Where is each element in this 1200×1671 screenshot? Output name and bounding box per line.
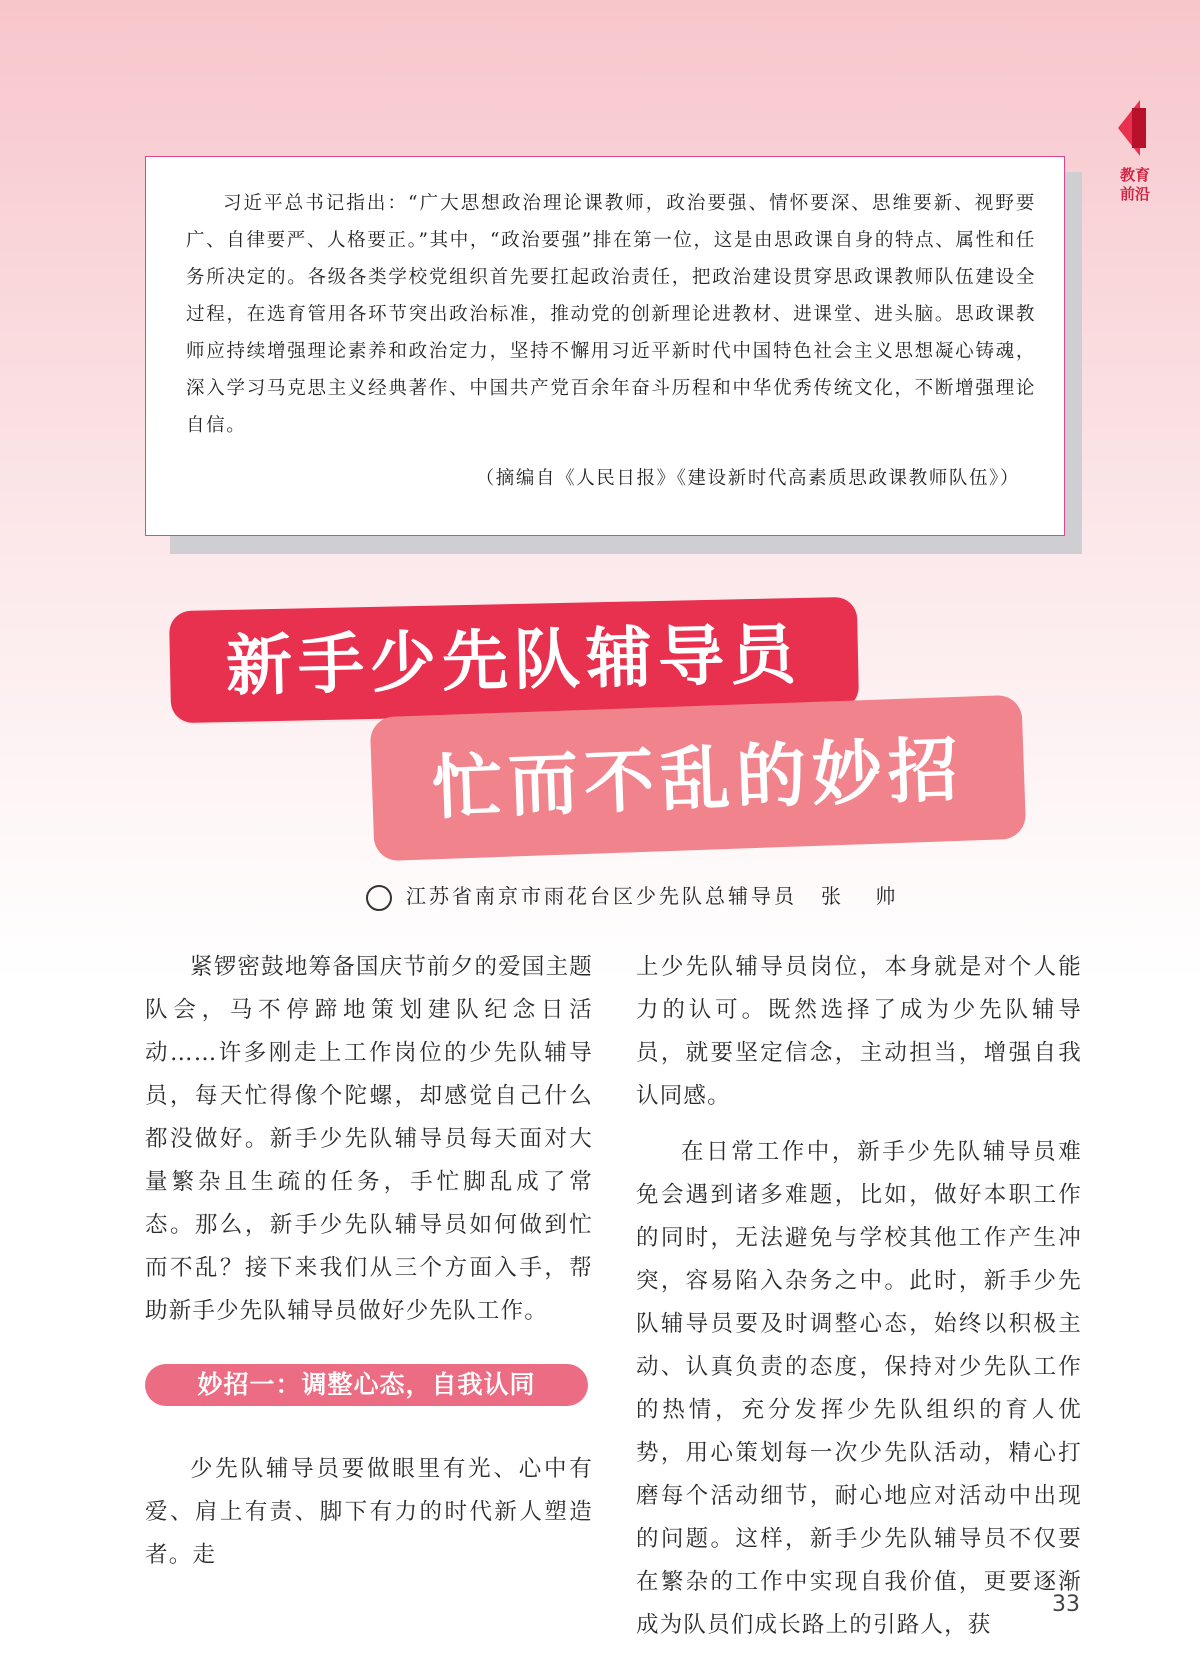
quote-box xyxy=(145,156,1065,536)
page-number: 33 xyxy=(1052,1592,1080,1617)
circle-icon xyxy=(366,885,392,911)
section-heading xyxy=(145,1364,588,1406)
author-name: 张 帅 xyxy=(821,884,910,908)
section-heading-text: 妙招一：调整心态，自我认同 xyxy=(197,1370,536,1399)
quote-source: （摘编自《人民日报》《建设新时代高素质思政课教师队伍》） xyxy=(475,468,1020,489)
right-column xyxy=(636,946,1082,1647)
section1-paragraph-start: 少先队辅导员要做眼里有光、心中有爱、肩上有责、脚下有力的时代新人塑造者。走 xyxy=(145,1456,593,1568)
section1-paragraph-2: 在日常工作中，新手少先队辅导员难免会遇到诸多难题，比如，做好本职工作的同时，无法避免与学校其他工作产生冲突，容易陷入杂务之中。此时，新手少先队辅导员要及时调整心态，始终以积极主动、认真负责的态度，保持对少先队工作的热情，充分发挥少先队组织的育人优势，用心策划每一次少先队活动，精心打磨每个活动细节，耐心地应对活动中出现的问题。这样，新手少先队辅导员不仅要在繁杂的工作中实现自我价值，更要逐渐成为队员们成长路上的引路人，获 xyxy=(636,1139,1082,1638)
section-tab-label: 教育前沿 xyxy=(1120,166,1151,203)
intro-paragraph: 紧锣密鼓地筹备国庆节前夕的爱国主题队会，马不停蹄地策划建队纪念日活动……许多刚走上工作岗位的少先队辅导员，每天忙得像个陀螺，却感觉自己什么都没做好。新手少先队辅导员每天面对大量繁杂且生疏的任务，手忙脚乱成了常态。那么，新手少先队辅导员如何做到忙而不乱？接下来我们从三个方面入手，帮助新手少先队辅导员做好少先队工作。 xyxy=(145,954,593,1324)
article-intro xyxy=(145,946,593,1333)
author-affiliation: 江苏省南京市雨花台区少先队总辅导员 xyxy=(406,884,797,908)
tab-flag-accent xyxy=(1132,108,1146,148)
article-title-line1: 新手少先队辅导员 xyxy=(225,615,803,706)
quote-text: 习近平总书记指出：“广大思想政治理论课教师，政治要强、情怀要深、思维要新、视野要广、自律要严、人格要正。”其中，“政治要强”排在第一位，这是由思政课自身的特点、属性和任务所决定的。各级各类学校党组织首先要扛起政治责任，把政治建设贯穿思政课教师队伍建设全过程，在选育管用各环节突出政治标准，推动党的创新理论进教材、进课堂、进头脑。思政课教师应持续增强理论素养和政治定力，坚持不懈用习近平新时代中国特色社会主义思想凝心铸魂，深入学习马克思主义经典著作、中国共产党百余年奋斗历程和中华优秀传统文化，不断增强理论自信。 xyxy=(186,193,1036,436)
article-title-line2: 忙而不乱的妙招 xyxy=(430,728,966,830)
article-title-line2-banner xyxy=(370,695,1027,862)
author-line xyxy=(366,880,909,911)
section1-start xyxy=(145,1448,593,1577)
section1-paragraph-continued: 上少先队辅导员岗位，本身就是对个人能力的认可。既然选择了成为少先队辅导员，就要坚定信念，主动担当，增强自我认同感。 xyxy=(636,954,1082,1109)
